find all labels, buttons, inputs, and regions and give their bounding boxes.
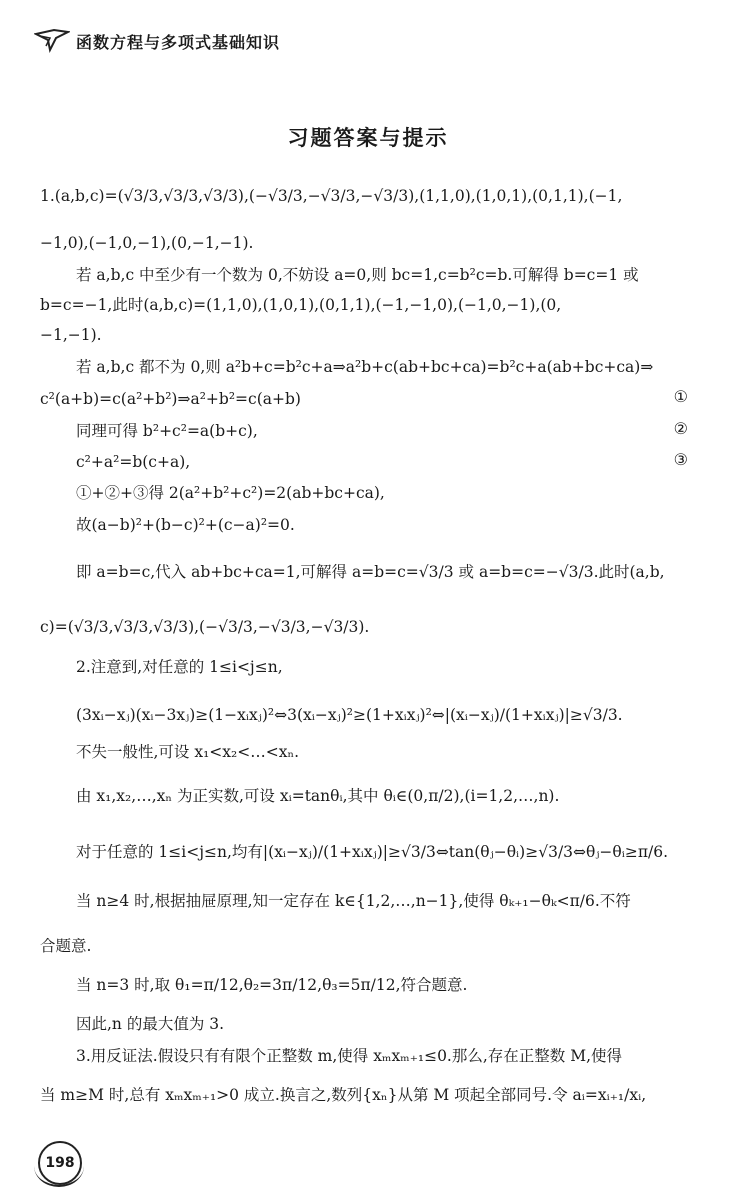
text-line: b=c=−1,此时(a,b,c)=(1,1,0),(1,0,1),(0,1,1),(−1,−1,0),(−1,0,−1),(0,: [40, 296, 562, 314]
header-title: 函数方程与多项式基础知识: [76, 32, 281, 52]
text-line: 3.用反证法.假设只有有限个正整数 m,使得 xₘxₘ₊₁≤0.那么,存在正整数 M,使得: [76, 1047, 623, 1065]
text-line: ①+②+③得 2(a²+b²+c²)=2(ab+bc+ca),: [76, 484, 385, 502]
page-number: 198: [45, 1155, 75, 1171]
page-title: 习题答案与提示: [287, 126, 449, 150]
running-header: [34, 28, 280, 54]
equation-marker-3: ③: [673, 450, 688, 469]
text-line: 当 n=3 时,取 θ₁=π/12,θ₂=3π/12,θ₃=5π/12,符合题意.: [76, 976, 468, 994]
text-line: 2.注意到,对任意的 1≤i<j≤n,: [76, 658, 283, 676]
text-line: −1,0),(−1,0,−1),(0,−1,−1).: [40, 234, 254, 252]
text-line: 若 a,b,c 中至少有一个数为 0,不妨设 a=0,则 bc=1,c=b²c=b.可解得 b=c=1 或: [76, 266, 639, 284]
equation-marker-1: ①: [673, 387, 688, 406]
text-line: (3xᵢ−xⱼ)(xᵢ−3xⱼ)≥(1−xᵢxⱼ)²⇔3(xᵢ−xⱼ)²≥(1+xᵢxⱼ)²⇔|(xᵢ−xⱼ)/(1+xᵢxⱼ)|≥√3/3.: [76, 706, 623, 724]
text-line: 由 x₁,x₂,…,xₙ 为正实数,可设 xᵢ=tanθᵢ,其中 θᵢ∈(0,π/2),(i=1,2,…,n).: [76, 787, 560, 805]
text-line: −1,−1).: [40, 326, 102, 344]
text-line: 因此,n 的最大值为 3.: [76, 1015, 225, 1033]
text-line: 故(a−b)²+(b−c)²+(c−a)²=0.: [76, 516, 295, 534]
text-line: c)=(√3/3,√3/3,√3/3),(−√3/3,−√3/3,−√3/3).: [40, 618, 370, 636]
bird-logo-icon: [34, 28, 70, 54]
page-number-badge: [38, 1141, 82, 1185]
text-line: 对于任意的 1≤i<j≤n,均有|(xᵢ−xⱼ)/(1+xᵢxⱼ)|≥√3/3⇔tan(θⱼ−θᵢ)≥√3/3⇔θⱼ−θᵢ≥π/6.: [76, 843, 669, 861]
text-line: 合题意.: [40, 937, 92, 955]
text-line: 若 a,b,c 都不为 0,则 a²b+c=b²c+a⇒a²b+c(ab+bc+ca)=b²c+a(ab+bc+ca)⇒: [76, 358, 654, 376]
text-line: 不失一般性,可设 x₁<x₂<…<xₙ.: [76, 743, 300, 761]
equation-marker-2: ②: [673, 419, 688, 438]
text-line: 即 a=b=c,代入 ab+bc+ca=1,可解得 a=b=c=√3/3 或 a=b=c=−√3/3.此时(a,b,: [76, 563, 665, 581]
text-line: 同理可得 b²+c²=a(b+c),: [76, 422, 258, 440]
text-line: 当 m≥M 时,总有 xₘxₘ₊₁>0 成立.换言之,数列{xₙ}从第 M 项起全部同号.令 aᵢ=xᵢ₊₁/xᵢ,: [40, 1086, 647, 1104]
text-line: c²(a+b)=c(a²+b²)⇒a²+b²=c(a+b): [40, 390, 301, 408]
text-line: c²+a²=b(c+a),: [76, 453, 191, 471]
text-line: 1.(a,b,c)=(√3/3,√3/3,√3/3),(−√3/3,−√3/3,−√3/3),(1,1,0),(1,0,1),(0,1,1),(−1,: [40, 187, 623, 205]
text-line: 当 n≥4 时,根据抽屉原理,知一定存在 k∈{1,2,…,n−1},使得 θₖ₊₁−θₖ<π/6.不符: [76, 892, 631, 910]
